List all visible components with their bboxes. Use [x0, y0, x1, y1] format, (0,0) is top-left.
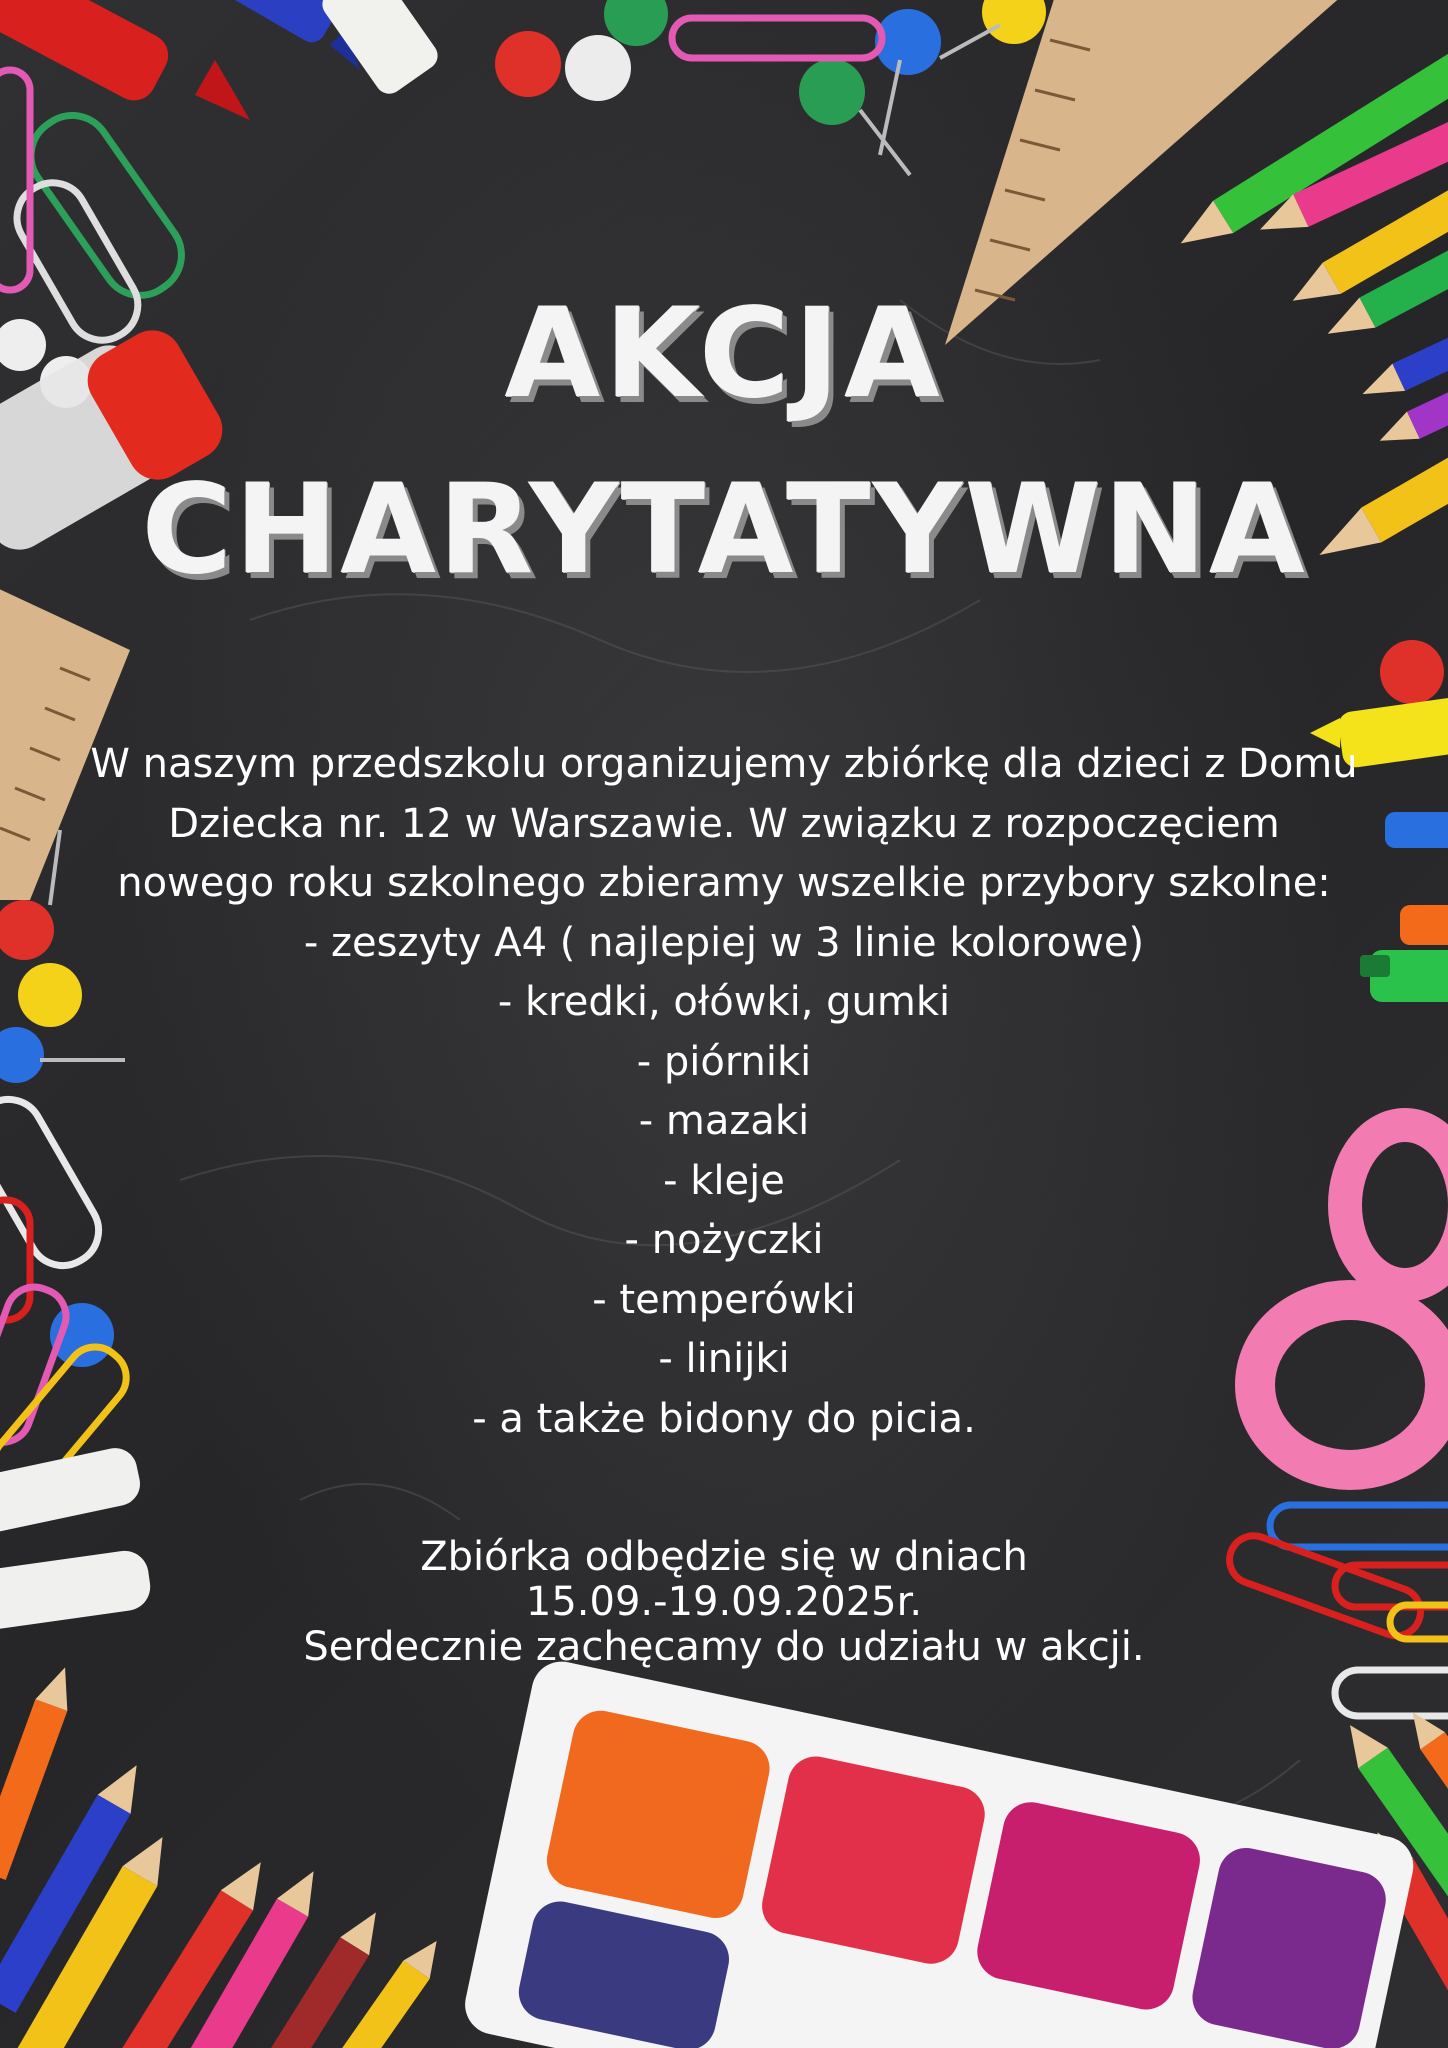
supply-item: - kredki, ołówki, gumki: [497, 979, 951, 1025]
supply-item: - zeszyty A4 ( najlepiej w 3 linie kolorowe): [303, 919, 1145, 966]
intro-line: W naszym przedszkolu organizujemy zbiórkę dla dzieci z Domu: [90, 741, 1358, 787]
poster-title-line-2: CHARYTATYWNA: [141, 458, 1307, 602]
intro-line: nowego roku szkolnego zbieramy wszelkie przybory szkolne:: [117, 860, 1331, 906]
supply-item: - temperówki: [592, 1276, 856, 1323]
closing-line: Serdecznie zachęcamy do udziału w akcji.: [303, 1624, 1145, 1670]
watercolor-palette-icon: [460, 1656, 1419, 2048]
supply-item: - piórniki: [636, 1038, 812, 1085]
poster-description: [70, 735, 1378, 1449]
supply-item: - a także bidony do picia.: [472, 1395, 976, 1442]
closing-line: Zbiórka odbędzie się w dniach: [420, 1534, 1028, 1580]
intro-line: Dziecka nr. 12 w Warszawie. W związku z rozpoczęciem: [168, 800, 1280, 847]
supply-item: - nożyczki: [624, 1217, 824, 1263]
colored-pencil-icon: [0, 1662, 450, 2048]
push-pin-icon: [495, 0, 1046, 175]
marker-icon: [0, 0, 250, 120]
supply-item: - linijki: [658, 1336, 790, 1382]
supply-item: - kleje: [663, 1157, 785, 1204]
poster-title-line-1: AKCJA: [504, 282, 944, 426]
collection-dates: 15.09.-19.09.2025r.: [525, 1579, 923, 1625]
supply-item: - mazaki: [638, 1098, 810, 1144]
closing-text: [70, 1535, 1378, 1670]
